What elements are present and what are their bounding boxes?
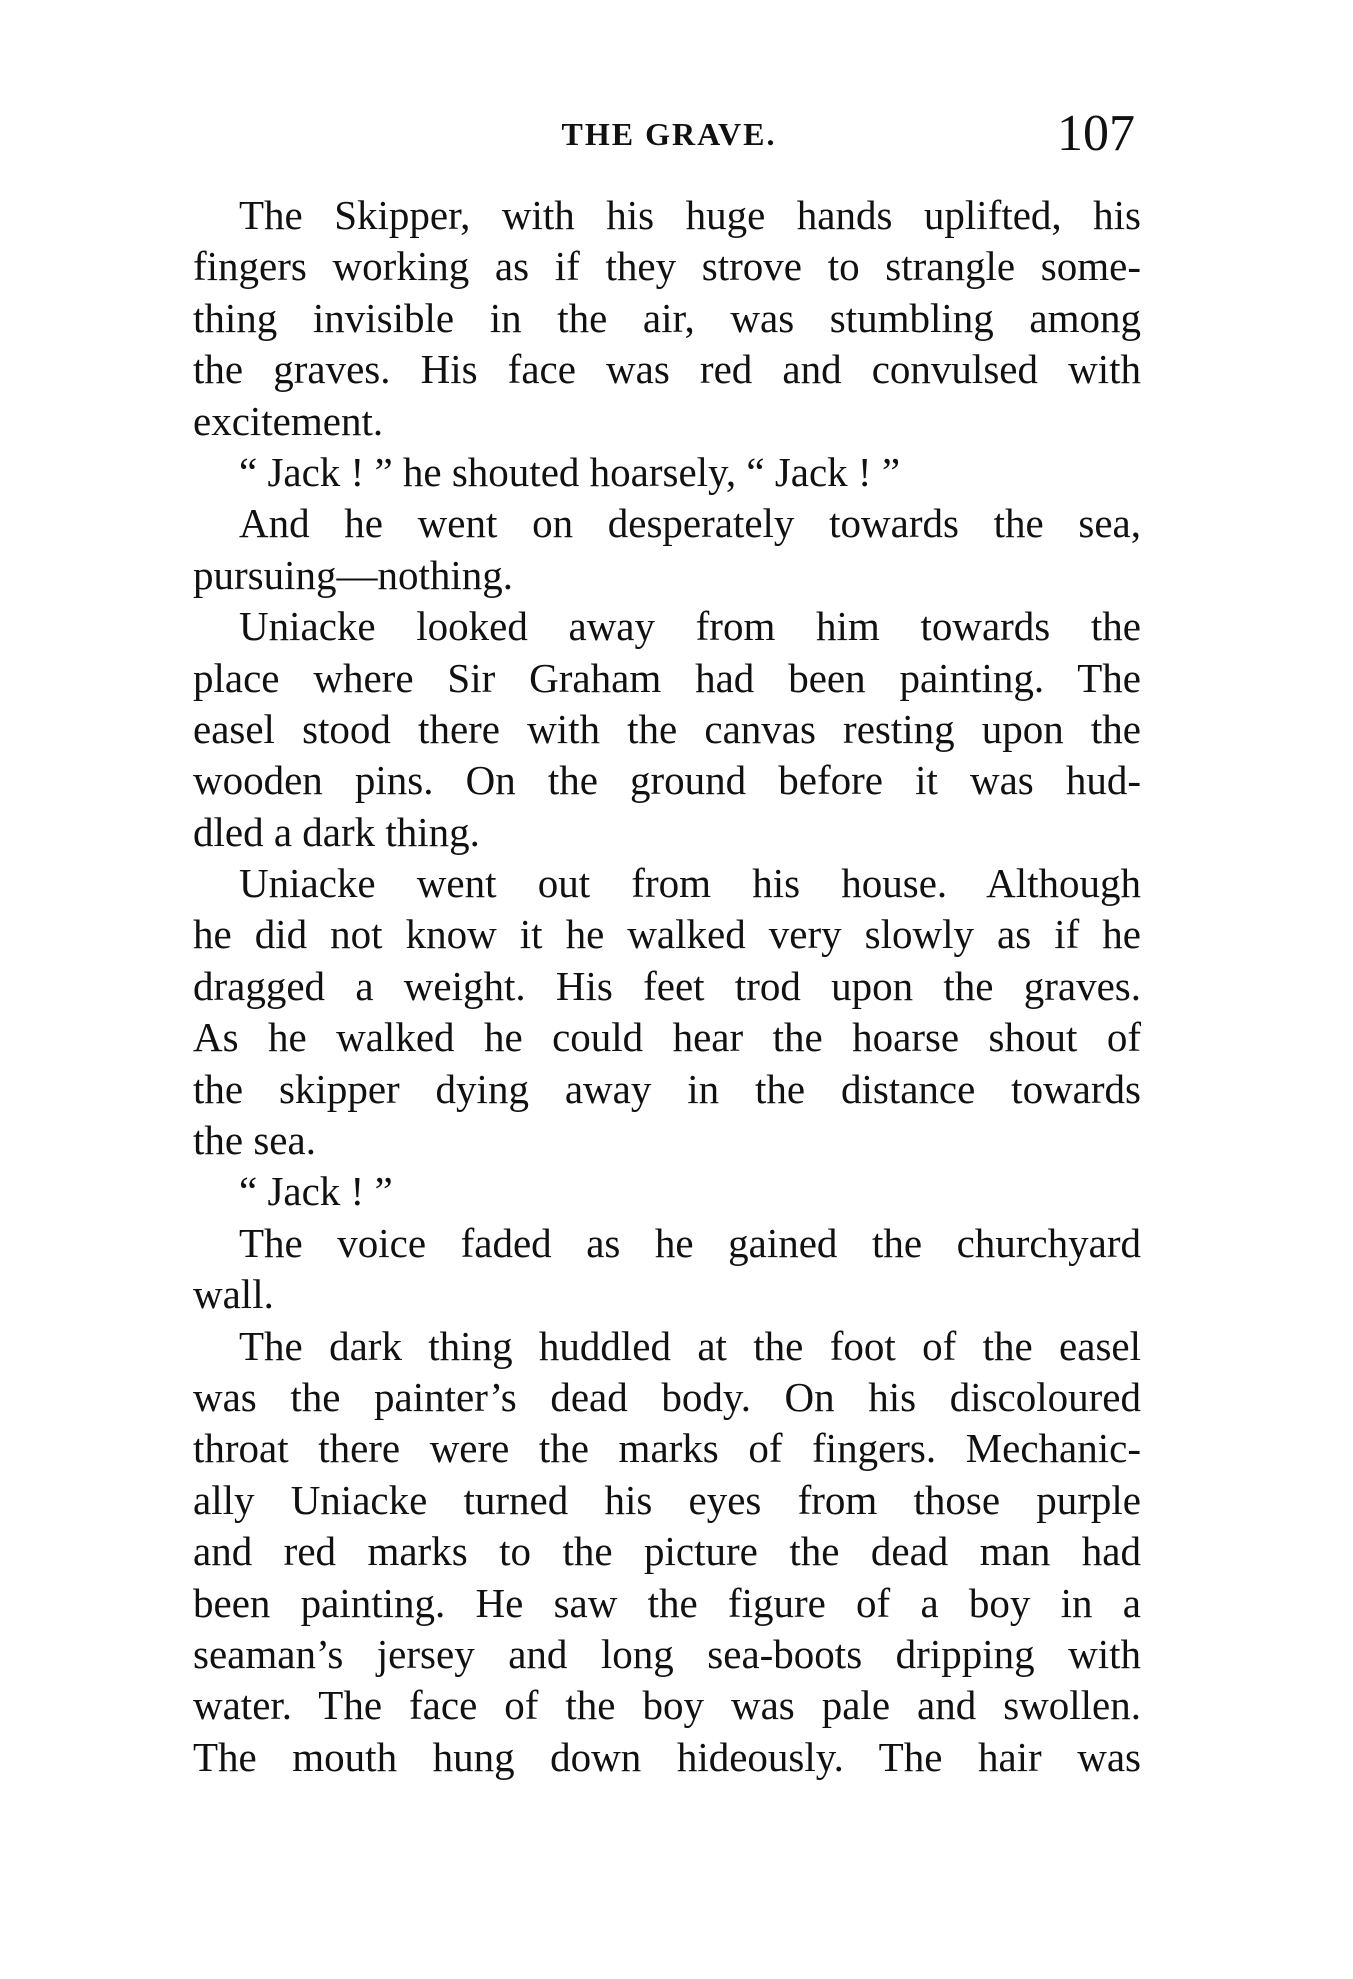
text-line: The Skipper, with his huge hands uplifted, his bbox=[239, 192, 1141, 238]
text-line: fingers working as if they strove to strangle some- bbox=[193, 243, 1141, 290]
text-line: wooden pins. On the ground before it was hud- bbox=[193, 757, 1141, 804]
text-line: been painting. He saw the figure of a boy in a bbox=[193, 1579, 1141, 1626]
text-line: water. The face of the boy was pale and swollen. bbox=[193, 1682, 1141, 1729]
text-line: And he went on desperately towards the sea, bbox=[239, 500, 1141, 547]
running-head bbox=[193, 104, 1145, 164]
text-line: Uniacke went out from his house. Although bbox=[239, 860, 1141, 907]
text-line: he did not know it he walked very slowly as if he bbox=[193, 911, 1141, 958]
text-line: the graves. His face was red and convulsed with bbox=[193, 346, 1141, 393]
text-line: seaman’s jersey and long sea-boots dripping with bbox=[193, 1630, 1141, 1677]
text-line: place where Sir Graham had been painting. The bbox=[193, 654, 1141, 701]
text-line: The mouth hung down hideously. The hair was bbox=[193, 1733, 1141, 1780]
page-number: 107 bbox=[1057, 105, 1135, 162]
text-line: The dark thing huddled at the foot of the easel bbox=[239, 1322, 1141, 1369]
text-line: excitement. bbox=[193, 397, 384, 444]
text-line: dled a dark thing. bbox=[193, 808, 480, 855]
text-line: wall. bbox=[193, 1271, 274, 1318]
text-line: easel stood there with the canvas resting upon the bbox=[193, 705, 1141, 752]
running-title: THE GRAVE. bbox=[561, 116, 777, 152]
text-line: The voice faded as he gained the churchyard bbox=[239, 1219, 1141, 1266]
text-line: the skipper dying away in the distance towards bbox=[193, 1065, 1141, 1112]
text-line: Uniacke looked away from him towards the bbox=[239, 603, 1141, 650]
text-line: “ Jack ! ” he shouted hoarsely, “ Jack ! ” bbox=[239, 448, 901, 495]
text-line: As he walked he could hear the hoarse shout of bbox=[193, 1014, 1141, 1061]
text-line: pursuing—nothing. bbox=[193, 551, 514, 598]
text-line: and red marks to the picture the dead man had bbox=[193, 1528, 1141, 1575]
text-line: ally Uniacke turned his eyes from those purple bbox=[193, 1476, 1141, 1523]
body-text bbox=[193, 190, 1141, 1783]
text-line: was the painter’s dead body. On his discoloured bbox=[193, 1373, 1141, 1420]
text-line: “ Jack ! ” bbox=[239, 1168, 393, 1215]
text-line: the sea. bbox=[193, 1117, 316, 1164]
text-line: throat there were the marks of fingers. Mechanic- bbox=[193, 1425, 1141, 1472]
text-line: dragged a weight. His feet trod upon the graves. bbox=[193, 962, 1141, 1009]
text-line: thing invisible in the air, was stumbling among bbox=[193, 294, 1141, 341]
